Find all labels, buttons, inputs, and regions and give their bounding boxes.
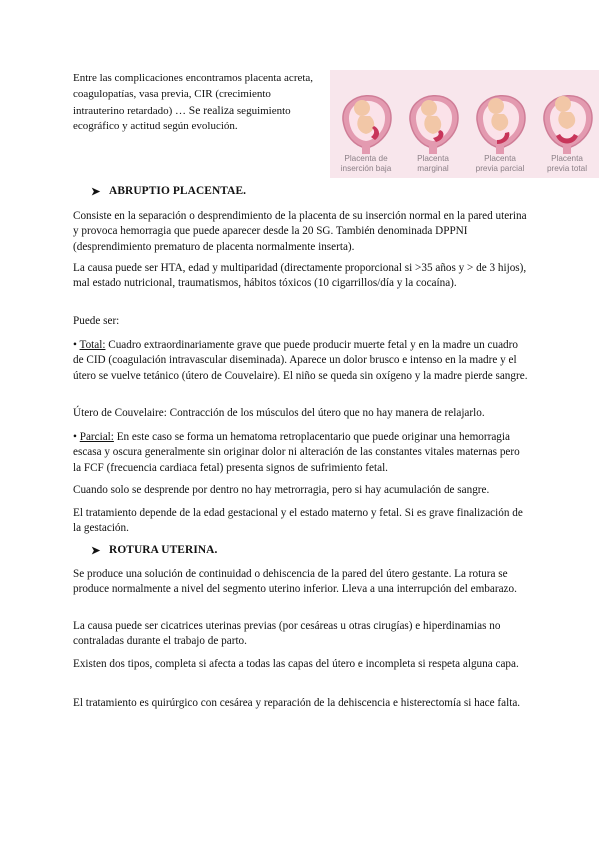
uterus-total-previa-image <box>534 74 599 154</box>
heading-text: ROTURA UTERINA. <box>109 544 218 556</box>
figure-caption: Placenta marginal <box>417 154 449 173</box>
intro-highlight: Se realiza <box>188 103 235 117</box>
paragraph-rotura-types: Existen dos tipos, completa si afecta a todas las capas del útero e incompleta si respeta alguna capa. <box>73 658 519 670</box>
figure-caption: Placenta de inserción baja <box>340 154 392 173</box>
list-bullet: • <box>73 431 80 443</box>
figure-caption: Placenta previa total <box>546 154 588 173</box>
list-bullet: • <box>73 339 80 351</box>
figure-panel-marginal <box>399 70 467 178</box>
intro-paragraph <box>73 71 323 135</box>
parcial-text: En este caso se forma un hematoma retroplacentario que puede originar una hemorragia escasa y oscura generalmente sin originar dolor ni alteración de las constantes vitales maternas pero la FCF (frecuencia cardiaca fetal) presenta signos de sufrimiento fetal. <box>73 431 520 474</box>
figure-panel-previa-parcial <box>466 70 534 178</box>
figure-panel-insercion-baja <box>332 70 400 178</box>
paragraph-couvelaire: Útero de Couvelaire: Contracción de los músculos del útero que no hay manera de relajarlo. <box>73 407 485 419</box>
paragraph-rotura-definition: Se produce una solución de continuidad o dehiscencia de la pared del útero gestante. La rotura se produce normalmente a nivel del segmento uterino inferior. Lleva a una interrupción del embarazo. <box>73 568 517 596</box>
arrow-bullet-icon: ➤ <box>91 545 101 557</box>
paragraph-parcial <box>73 430 528 476</box>
paragraph-internal-bleeding: Cuando solo se desprende por dentro no hay metrorragia, pero si hay acumulación de sangre. <box>73 484 490 496</box>
paragraph-types-intro: Puede ser: <box>73 315 120 327</box>
arrow-bullet-icon: ➤ <box>91 186 101 198</box>
paragraph-rotura-causes: La causa puede ser cicatrices uterinas previas (por cesáreas u otras cirugías) e hiperdinamias no contraladas durante el trabajo de parto. <box>73 620 501 648</box>
figure-caption: Placenta previa parcial <box>475 154 525 173</box>
uterus-low-insertion-image <box>333 74 399 154</box>
uterus-partial-previa-image <box>467 74 533 154</box>
paragraph-definition: Consiste en la separación o desprendimiento de la placenta de su inserción normal en la pared uterina y provoca hemorragia que puede aparecer desde la 20 SG. También denominada DPPNI (desprendimiento prematuro de placenta normalmente inserta). <box>73 210 527 253</box>
label-parcial: Parcial: <box>79 431 114 443</box>
heading-text: ABRUPTIO PLACENTAE. <box>109 185 247 197</box>
placenta-previa-illustration <box>330 70 599 178</box>
paragraph-treatment-abruptio: El tratamiento depende de la edad gestacional y el estado materno y fetal. Si es grave finalización de la gestación. <box>73 507 523 535</box>
intro-text: Entre las complicaciones encontramos placenta acreta, coagulopatías, vasa previa, CIR (crecimiento intrauterino retardado) … <box>73 72 314 117</box>
paragraph-causes: La causa puede ser HTA, edad y multiparidad (directamente proporcional si >35 años y > de 3 hijos), mal estado nutricional, traumatismos, hábitos tóxicos (10 cigarrillos/día y la cocaína). <box>73 262 527 290</box>
total-text: Cuadro extraordinariamente grave que puede producir muerte fetal y en la madre un cuadro de CID (coagulación intravascular diseminada). Aparece un dolor brusco e intenso en la madre y el útero se vuelve tetánico (útero de Couvelaire). El niño se queda sin oxígeno y la madre pierde sangre. <box>73 339 528 382</box>
uterus-marginal-image <box>400 74 466 154</box>
paragraph-rotura-treatment: El tratamiento es quirúrgico con cesárea y reparación de la dehiscencia e histerectomía si hace falta. <box>73 697 521 709</box>
figure-panel-previa-total <box>533 70 599 178</box>
intro-tail: seguimiento ecográfico y actitud según evolución. <box>73 104 291 133</box>
label-total: Total: <box>79 339 106 351</box>
paragraph-total <box>73 338 528 384</box>
